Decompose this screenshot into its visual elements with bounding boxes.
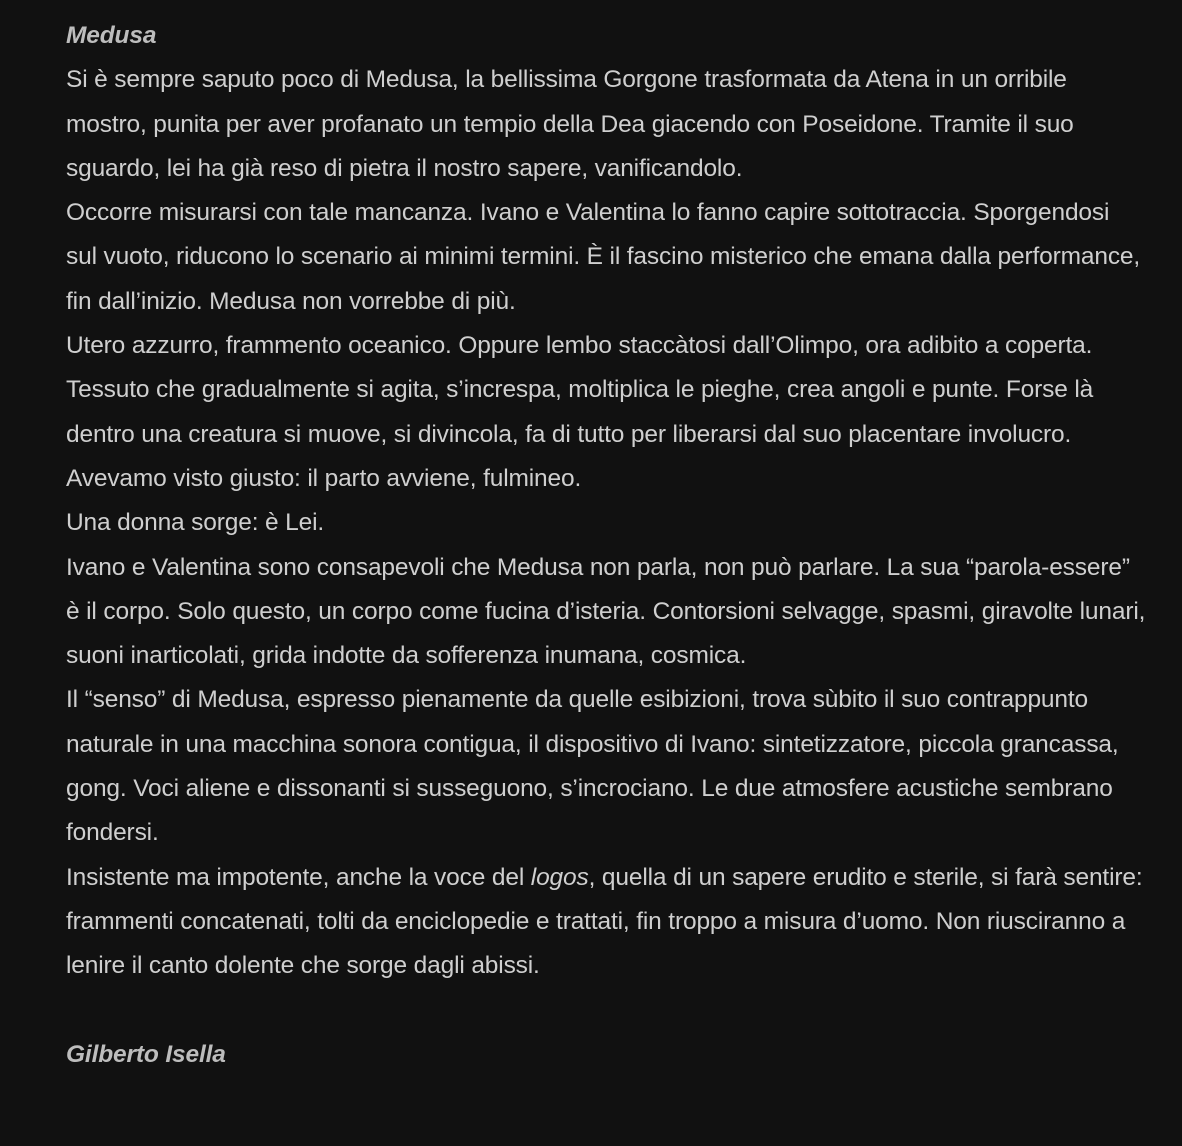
paragraph-6: Il “senso” di Medusa, espresso pienamente da quelle esibizioni, trova sùbito il suo contrappunto naturale in una macchina sonora contigua, il dispositivo di Ivano: sintetizzatore, piccola grancassa, gong. Voci aliene e dissonanti si susseguono, s’incrociano. Le due atmosfere acustiche sembrano fondersi.: [66, 686, 1119, 847]
paragraph-4: Una donna sorge: è Lei.: [66, 509, 325, 537]
logos-emphasis: logos: [530, 863, 589, 891]
paragraph-7: [66, 856, 1146, 989]
paragraph-7-end: , quella di un sapere erudito e sterile, si farà sentire: frammenti concatenati, tolti da enciclopedie e trattati, fin troppo a misura d’uomo. Non riusciranno a lenire il canto dolente che sorge dagli abissi.: [66, 863, 1143, 980]
author-signature: Gilberto Isella: [66, 1040, 226, 1068]
paragraph-3: Utero azzurro, frammento oceanico. Oppure lembo staccàtosi dall’Olimpo, ora adibito a coperta. Tessuto che gradualmente si agita, s’increspa, moltiplica le pieghe, crea angoli e punte. Forse là dentro una creatura si muove, si divincola, fa di tutto per liberarsi dal suo placentare involucro. Avevamo visto giusto: il parto avviene, fulmineo.: [66, 332, 1094, 492]
paragraph-2: Occorre misurarsi con tale mancanza. Ivano e Valentina lo fanno capire sottotraccia. Sporgendosi sul vuoto, riducono lo scenario ai minimi termini. È il fascino misterico che emana dalla performance, fin dall’inizio. Medusa non vorrebbe di più.: [66, 199, 1141, 315]
article: [66, 14, 1146, 1077]
spacer: [66, 989, 1146, 1033]
paragraph-7-start: Insistente ma impotente, anche la voce del: [66, 863, 531, 891]
article-title: Medusa: [66, 22, 157, 49]
paragraph-5: Ivano e Valentina sono consapevoli che Medusa non parla, non può parlare. La sua “parola-essere” è il corpo. Solo questo, un corpo come fucina d’isteria. Contorsioni selvagge, spasmi, giravolte lunari, suoni inarticolati, grida indotte da sofferenza inumana, cosmica.: [66, 553, 1146, 670]
paragraph-1: Si è sempre saputo poco di Medusa, la bellissima Gorgone trasformata da Atena in un orribile mostro, punita per aver profanato un tempio della Dea giacendo con Poseidone. Tramite il suo sguardo, lei ha già reso di pietra il nostro sapere, vanificandolo.: [66, 66, 1074, 182]
